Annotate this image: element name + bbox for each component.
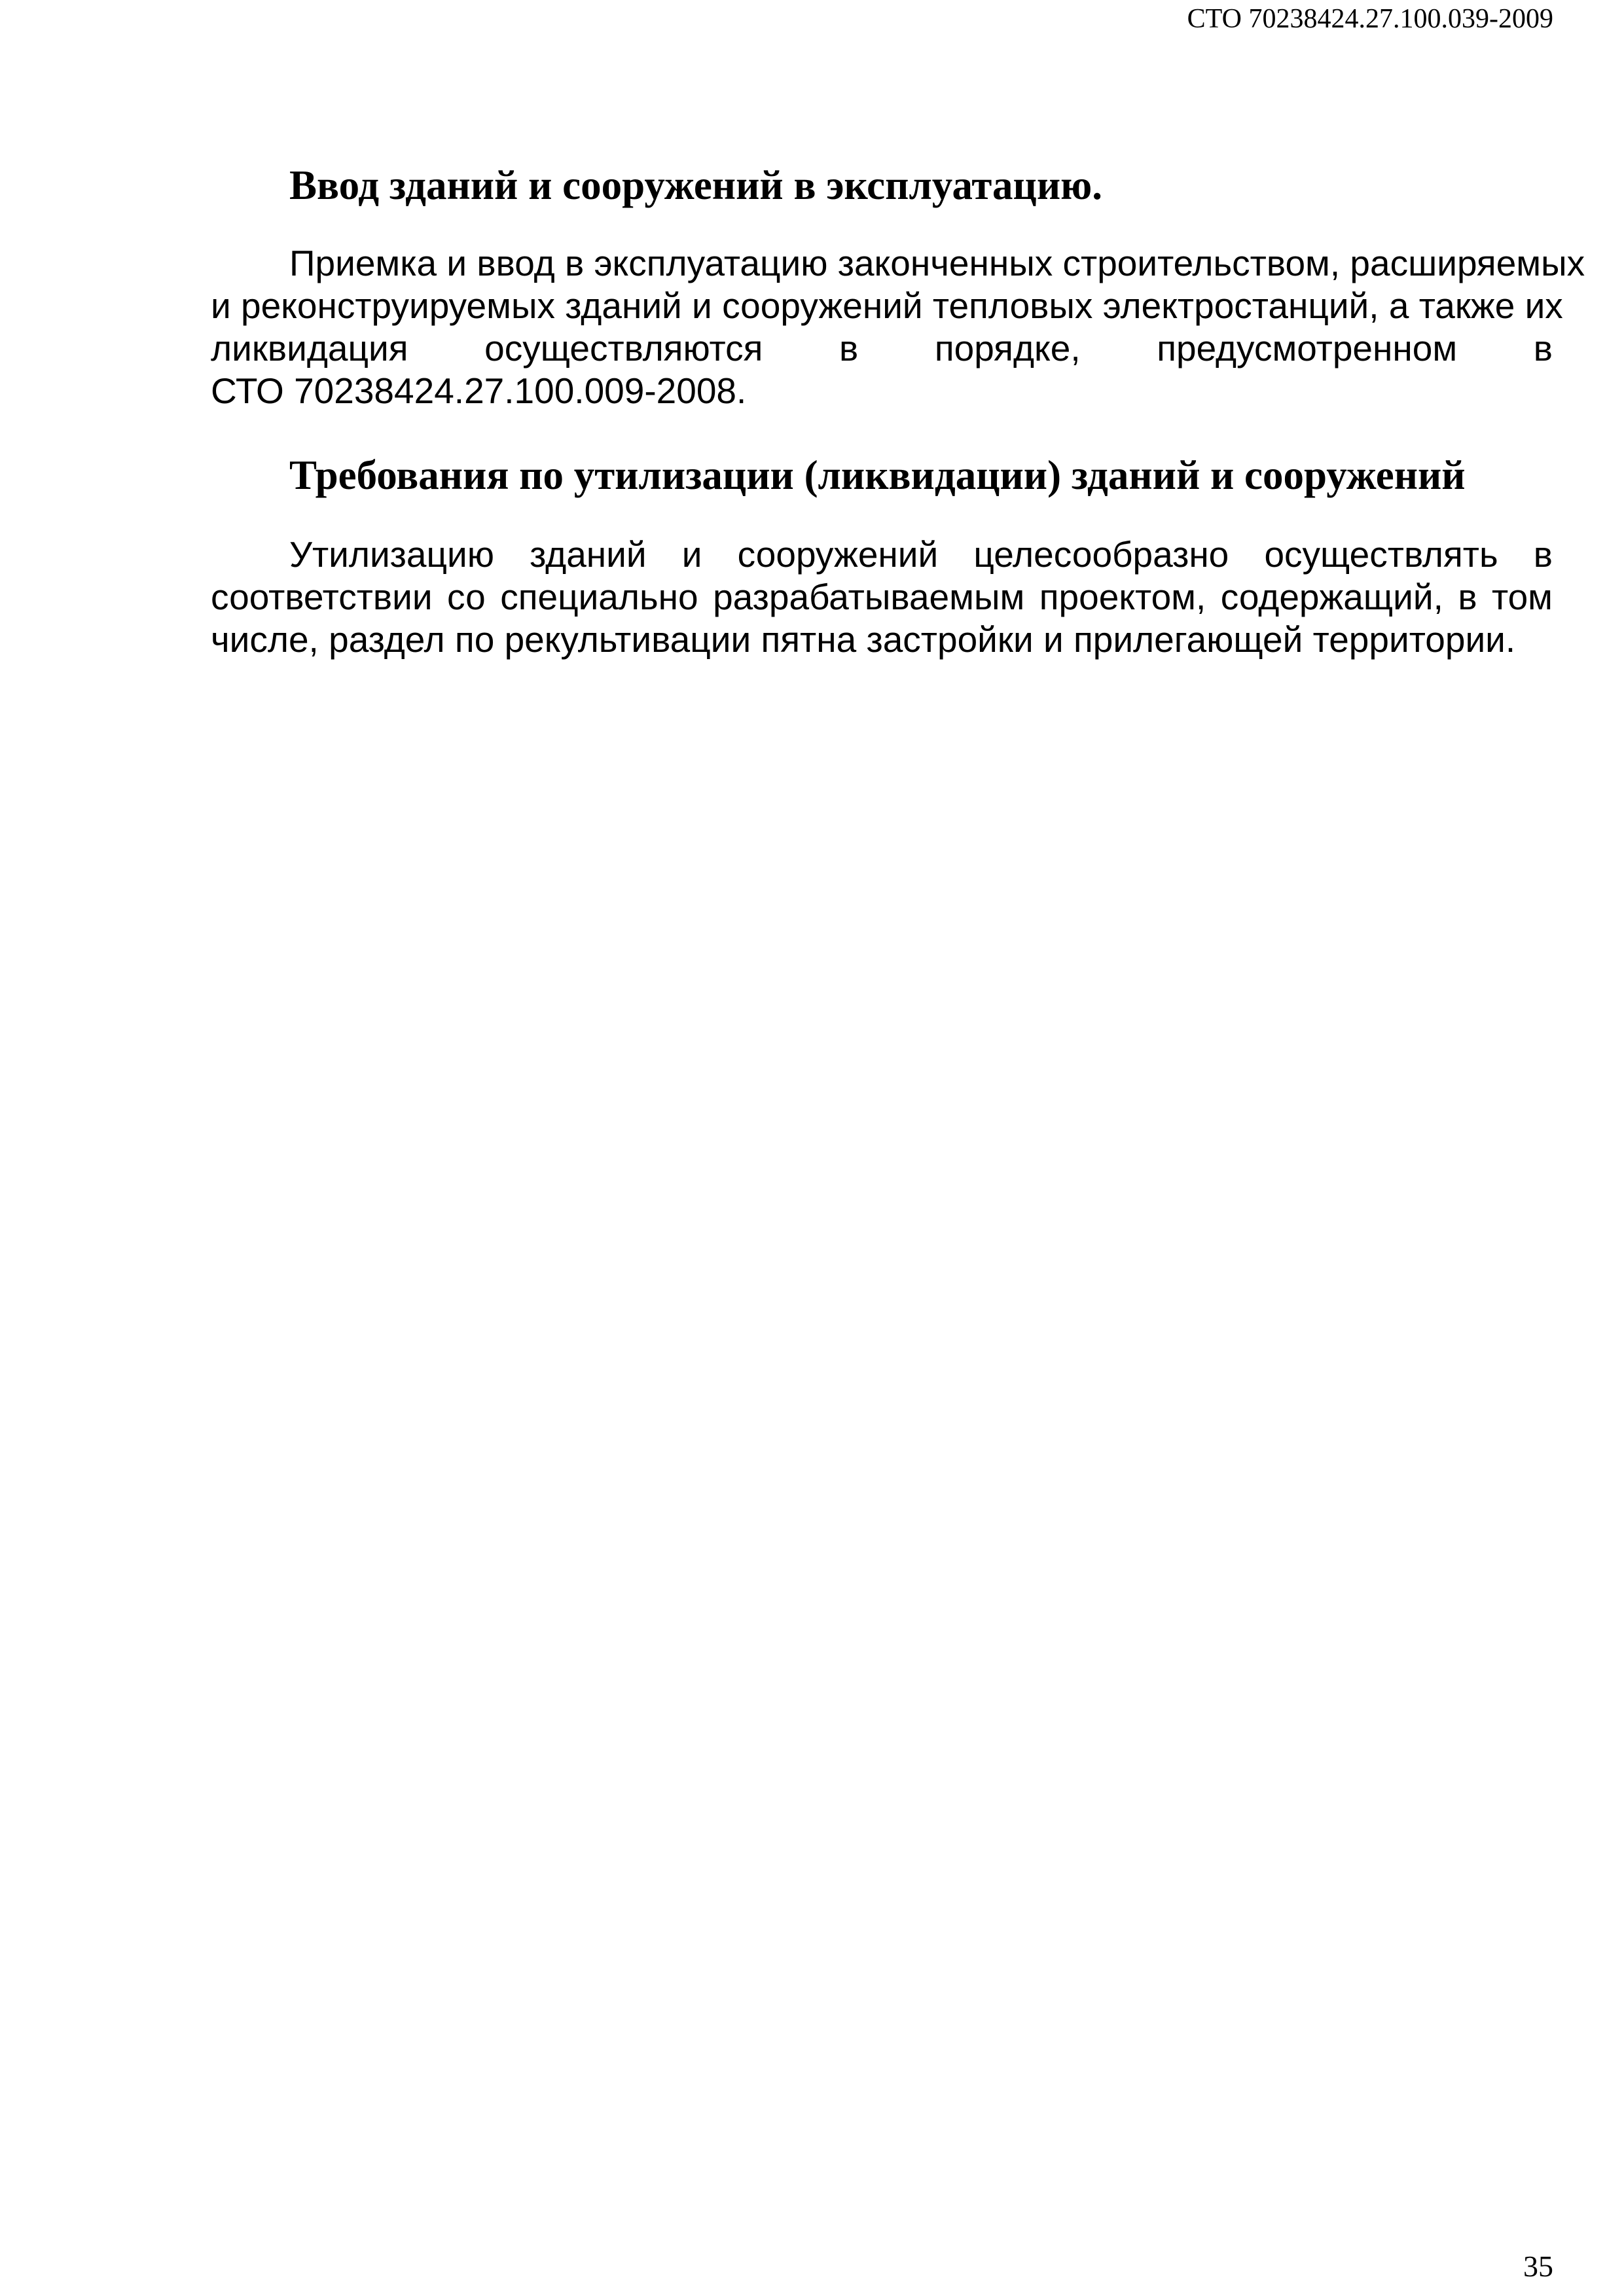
paragraph-commissioning: [211, 242, 1585, 412]
paragraph-line: соответствии со специально разрабатываемым проектом, содержащий, в том: [211, 577, 1553, 617]
paragraph-line: числе, раздел по рекультивации пятна застройки и прилегающей территории.: [211, 619, 1516, 660]
section-title-disposal: Требования по утилизации (ликвидации) зданий и сооружений: [289, 452, 1466, 498]
paragraph-disposal: [211, 533, 1553, 661]
paragraph-line: и реконструируемых зданий и сооружений тепловых электростанций, а также их: [211, 285, 1563, 326]
paragraph-line: Приемка и ввод в эксплуатацию законченных строительством, расширяемых: [289, 243, 1585, 283]
paragraph-line: Утилизацию зданий и сооружений целесообразно осуществлять в: [289, 534, 1553, 575]
paragraph-line: СТО 70238424.27.100.009-2008.: [211, 370, 747, 411]
section-title-commissioning: Ввод зданий и сооружений в эксплуатацию.: [289, 162, 1103, 208]
page-number: 35: [1523, 2250, 1553, 2283]
running-header-doc-code: СТО 70238424.27.100.039-2009: [1187, 4, 1553, 34]
paragraph-line: ликвидация осуществляются в порядке, предусмотренном в: [211, 328, 1553, 368]
